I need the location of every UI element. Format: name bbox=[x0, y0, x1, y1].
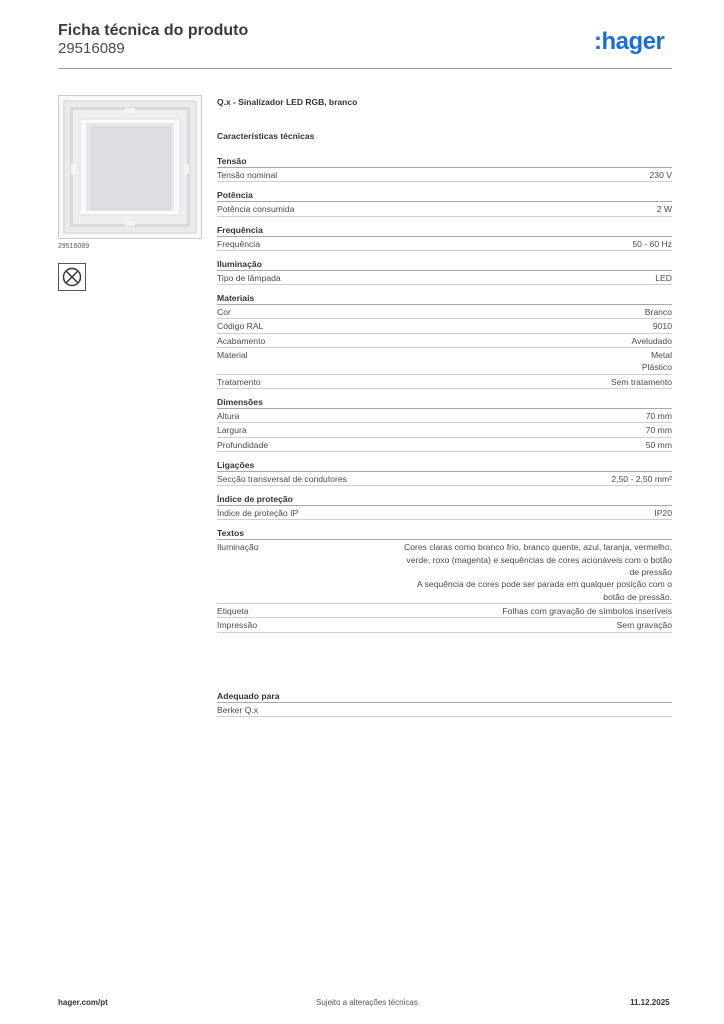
spec-label: Cor bbox=[217, 307, 231, 318]
suitable-for-table bbox=[217, 689, 672, 723]
spec-value bbox=[645, 306, 672, 318]
spec-value-line: Sem tratamento bbox=[610, 376, 672, 387]
spec-row bbox=[217, 319, 672, 333]
spec-value-line: de pressão bbox=[629, 567, 672, 578]
spec-row bbox=[217, 423, 672, 437]
spec-row bbox=[217, 409, 672, 423]
spec-row bbox=[217, 506, 672, 520]
spec-group-title: Iluminação bbox=[217, 257, 672, 271]
footer-website: hager.com/pt bbox=[58, 998, 108, 1007]
spec-label: Largura bbox=[217, 425, 247, 436]
footer-note: Sujeito a alterações técnicas bbox=[316, 998, 418, 1007]
spec-row bbox=[217, 703, 672, 717]
spec-value bbox=[611, 376, 672, 388]
product-title: Q.x - Sinalizador LED RGB, branco bbox=[217, 97, 358, 107]
spec-value bbox=[646, 424, 672, 436]
spec-value-line: verde, roxo (magenta) e sequências de cores acionáveis com o botão bbox=[406, 554, 672, 565]
spec-value bbox=[632, 335, 672, 347]
spec-value bbox=[632, 238, 672, 250]
spec-label: Profundidade bbox=[217, 439, 269, 450]
spec-label: Secção transversal de condutores bbox=[217, 473, 347, 484]
spec-label: Altura bbox=[217, 410, 240, 421]
spec-label: Índice de proteção IP bbox=[217, 508, 299, 519]
product-code: 29516089 bbox=[58, 40, 125, 57]
spec-value-line: Cores claras como branco frio, branco quente, azul, laranja, vermelho, bbox=[404, 542, 672, 553]
spec-value bbox=[646, 410, 672, 422]
spec-group-title: Adequado para bbox=[217, 689, 672, 703]
spec-group bbox=[217, 689, 672, 717]
spec-value-line: IP20 bbox=[654, 508, 672, 519]
spec-group bbox=[217, 154, 672, 182]
spec-group-title: Textos bbox=[217, 526, 672, 540]
spec-row bbox=[217, 237, 672, 251]
spec-value-line: 50 - 60 Hz bbox=[632, 238, 672, 249]
spec-value-line: LED bbox=[655, 272, 672, 283]
spec-value bbox=[657, 203, 672, 215]
spec-label: Potência consumida bbox=[217, 204, 295, 215]
spec-group bbox=[217, 291, 672, 389]
spec-value-line: Metal bbox=[650, 350, 672, 361]
page-title: Ficha técnica do produto bbox=[58, 22, 249, 39]
spec-group bbox=[217, 188, 672, 216]
spec-value-line: 230 V bbox=[649, 170, 672, 180]
spec-value bbox=[650, 169, 672, 181]
spec-label: Berker Q.x bbox=[217, 705, 259, 715]
spec-label: Tratamento bbox=[217, 376, 261, 387]
spec-row bbox=[217, 618, 672, 632]
spec-group-title: Ligações bbox=[217, 458, 672, 472]
spec-label: Acabamento bbox=[217, 335, 266, 346]
spec-value-line: Sem gravação bbox=[616, 620, 672, 631]
spec-group-title: Frequência bbox=[217, 223, 672, 237]
spec-value-line: 2,50 - 2,50 mm² bbox=[611, 473, 672, 484]
spec-value-line: 70 mm bbox=[645, 425, 672, 436]
spec-value bbox=[617, 619, 672, 631]
spec-value-line: Branco bbox=[644, 307, 672, 318]
spec-label: Frequência bbox=[217, 238, 260, 249]
spec-value-line: 50 mm bbox=[645, 439, 672, 450]
spec-label: Impressão bbox=[217, 620, 258, 631]
product-drawing bbox=[59, 96, 201, 238]
hager-logo: :hager bbox=[594, 28, 665, 55]
spec-value bbox=[642, 349, 672, 374]
spec-value bbox=[654, 507, 672, 519]
spec-group bbox=[217, 492, 672, 520]
spec-label: Tensão nominal bbox=[217, 170, 278, 180]
spec-value-line: Aveludado bbox=[631, 335, 672, 346]
spec-row bbox=[217, 472, 672, 486]
spec-label: Etiqueta bbox=[217, 605, 249, 616]
image-caption: 29516089 bbox=[58, 243, 90, 250]
spec-label: Tipo de lâmpada bbox=[217, 272, 281, 283]
spec-value-line: 2 W bbox=[656, 204, 672, 215]
spec-row bbox=[217, 375, 672, 389]
spec-value bbox=[655, 272, 672, 284]
spec-row bbox=[217, 271, 672, 285]
spec-label: Material bbox=[217, 350, 248, 361]
spec-value bbox=[653, 320, 672, 332]
spec-row bbox=[217, 334, 672, 348]
spec-group bbox=[217, 395, 672, 452]
spec-row bbox=[217, 438, 672, 452]
section-title: Características técnicas bbox=[217, 131, 315, 141]
spec-value bbox=[502, 605, 672, 617]
spec-label: Código RAL bbox=[217, 321, 264, 332]
spec-group-title: Potência bbox=[217, 188, 672, 202]
spec-row bbox=[217, 202, 672, 216]
spec-row bbox=[217, 168, 672, 182]
spec-value bbox=[404, 541, 672, 602]
spec-table bbox=[217, 154, 672, 639]
spec-group-title: Dimensões bbox=[217, 395, 672, 409]
header-divider bbox=[58, 68, 672, 69]
spec-group bbox=[217, 526, 672, 632]
spec-group-title: Tensão bbox=[217, 154, 672, 168]
spec-value-line: 70 mm bbox=[645, 410, 672, 421]
spec-row bbox=[217, 540, 672, 603]
spec-group bbox=[217, 257, 672, 285]
spec-value bbox=[646, 439, 672, 451]
spec-value-line: botão de pressão. bbox=[603, 591, 672, 602]
spec-row bbox=[217, 305, 672, 319]
spec-value-line: Folhas com gravação de símbolos inseríveis bbox=[502, 605, 672, 616]
product-image bbox=[58, 95, 202, 239]
spec-group bbox=[217, 458, 672, 486]
spec-value-line: 9010 bbox=[652, 321, 672, 332]
spec-group-title: Índice de proteção bbox=[217, 492, 672, 506]
lamp-symbol-icon bbox=[58, 263, 86, 291]
spec-value-line: Plástico bbox=[641, 362, 672, 373]
spec-value-line: A sequência de cores pode ser parada em qualquer posição com o bbox=[416, 579, 672, 590]
spec-group bbox=[217, 223, 672, 251]
spec-label: Iluminação bbox=[217, 542, 259, 553]
spec-row bbox=[217, 604, 672, 618]
spec-value bbox=[611, 473, 672, 485]
spec-group-title: Materiais bbox=[217, 291, 672, 305]
footer-date: 11.12.2025 bbox=[630, 998, 670, 1007]
spec-row bbox=[217, 348, 672, 375]
